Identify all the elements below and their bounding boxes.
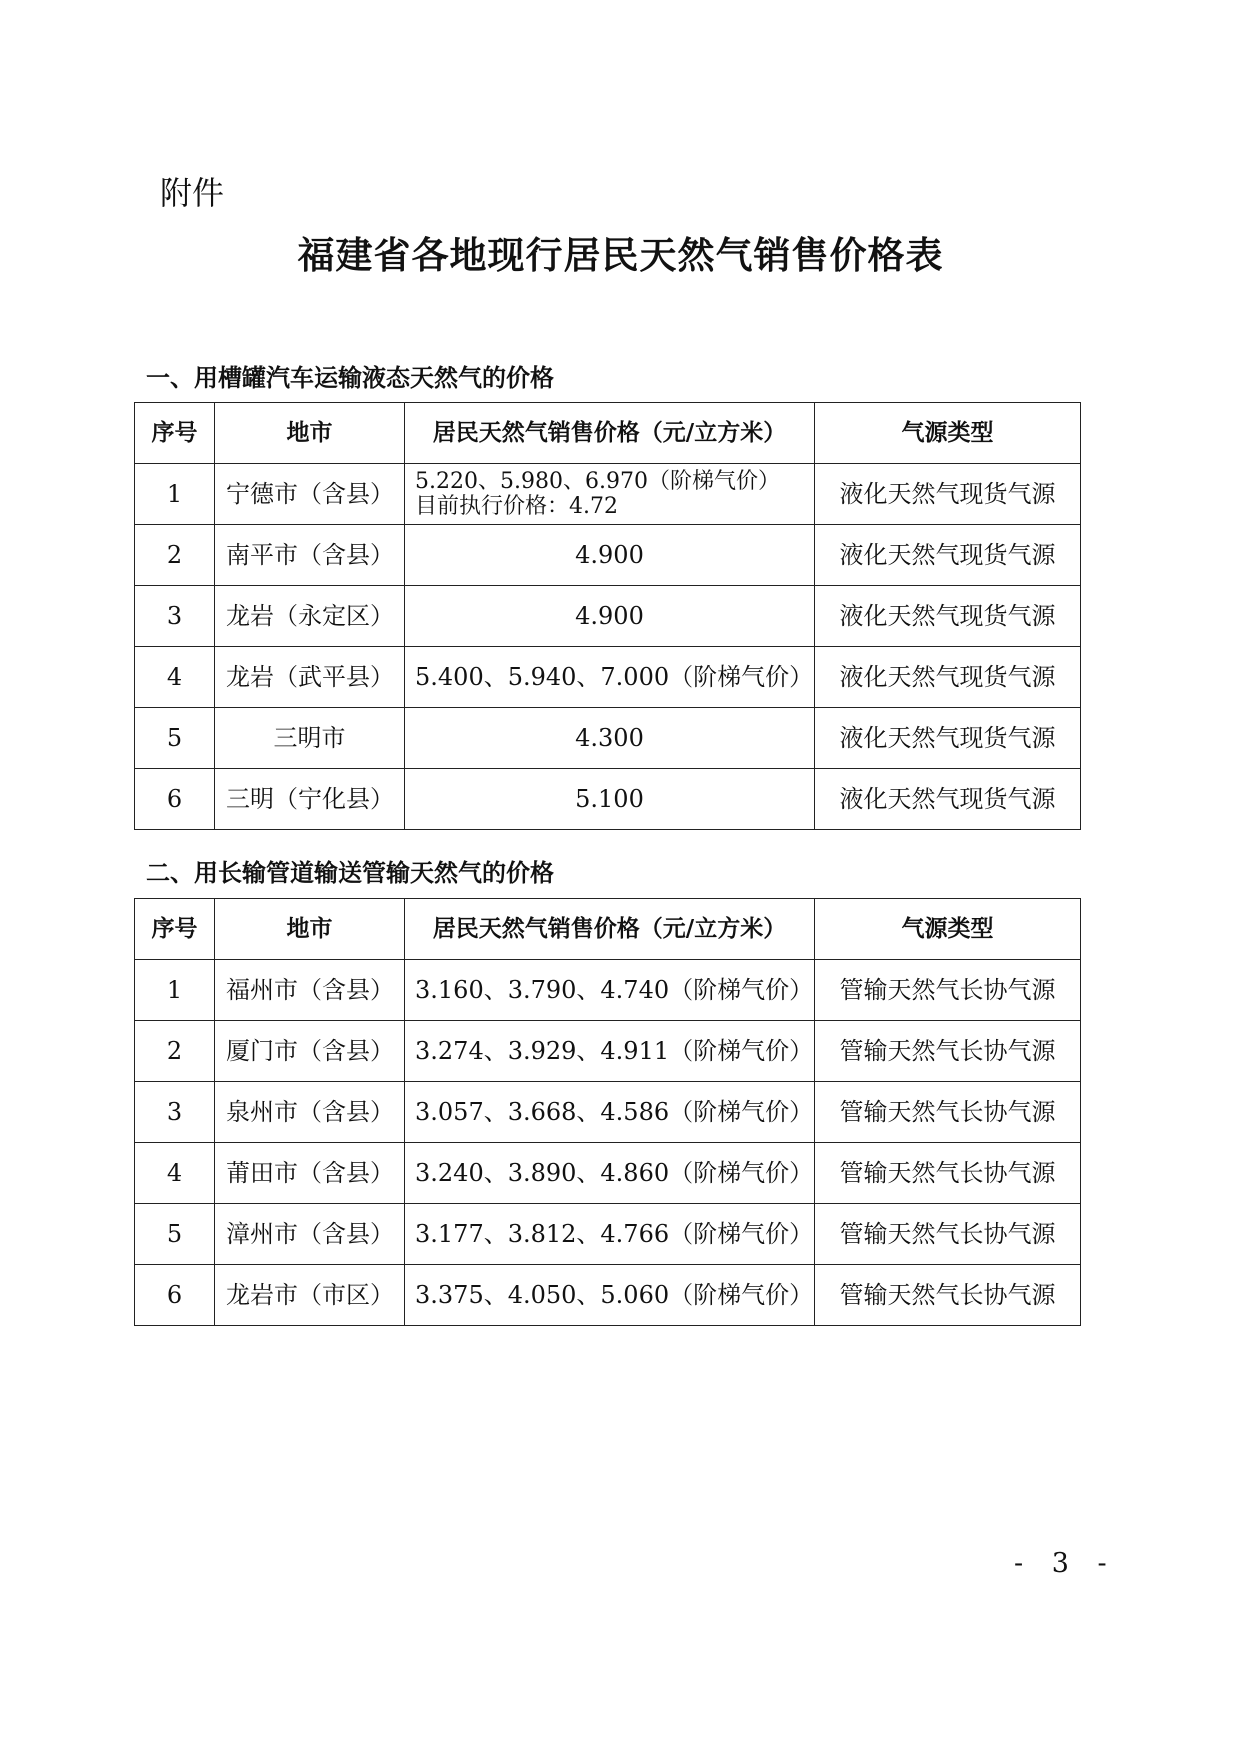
row-no: 5 xyxy=(135,1204,215,1265)
row-price: 4.900 xyxy=(405,525,815,586)
document-title: 福建省各地现行居民天然气销售价格表 xyxy=(297,233,944,277)
row-source: 液化天然气现货气源 xyxy=(815,647,1081,708)
row-price: 5.100 xyxy=(405,769,815,830)
row-city: 厦门市（含县） xyxy=(215,1021,405,1082)
row-price: 3.240、3.890、4.860（阶梯气价） xyxy=(405,1143,815,1204)
table-row xyxy=(135,647,1081,708)
header-no: 序号 xyxy=(135,403,215,464)
row-no: 6 xyxy=(135,769,215,830)
row-no: 3 xyxy=(135,1082,215,1143)
table-row xyxy=(135,1265,1081,1326)
header-source: 气源类型 xyxy=(815,899,1081,960)
row-source: 液化天然气现货气源 xyxy=(815,586,1081,647)
table-row xyxy=(135,708,1081,769)
header-source: 气源类型 xyxy=(815,403,1081,464)
header-price: 居民天然气销售价格（元/立方米） xyxy=(405,403,815,464)
row-no: 6 xyxy=(135,1265,215,1326)
pipeline-price-table xyxy=(134,898,1081,1326)
page-number: - 3 - xyxy=(1014,1548,1117,1579)
row-source: 管输天然气长协气源 xyxy=(815,1082,1081,1143)
section-heading-pipeline: 二、用长输管道输送管输天然气的价格 xyxy=(146,859,554,887)
row-source: 管输天然气长协气源 xyxy=(815,1143,1081,1204)
row-price: 4.300 xyxy=(405,708,815,769)
row-price: 3.274、3.929、4.911（阶梯气价） xyxy=(405,1021,815,1082)
table-row xyxy=(135,769,1081,830)
row-source: 管输天然气长协气源 xyxy=(815,1265,1081,1326)
table-row xyxy=(135,1082,1081,1143)
row-city: 宁德市（含县） xyxy=(215,464,405,525)
table-row xyxy=(135,525,1081,586)
row-price: 3.375、4.050、5.060（阶梯气价） xyxy=(405,1265,815,1326)
row-city: 泉州市（含县） xyxy=(215,1082,405,1143)
section-heading-lng: 一、用槽罐汽车运输液态天然气的价格 xyxy=(146,364,554,392)
row-no: 2 xyxy=(135,525,215,586)
row-source: 液化天然气现货气源 xyxy=(815,464,1081,525)
row-city: 三明市 xyxy=(215,708,405,769)
row-price: 4.900 xyxy=(405,586,815,647)
header-price: 居民天然气销售价格（元/立方米） xyxy=(405,899,815,960)
row-price: 3.160、3.790、4.740（阶梯气价） xyxy=(405,960,815,1021)
table-row xyxy=(135,1204,1081,1265)
attachment-label: 附件 xyxy=(160,174,225,212)
table-header-row xyxy=(135,899,1081,960)
table-row xyxy=(135,960,1081,1021)
row-source: 管输天然气长协气源 xyxy=(815,1204,1081,1265)
row-no: 4 xyxy=(135,1143,215,1204)
header-city: 地市 xyxy=(215,899,405,960)
row-source: 管输天然气长协气源 xyxy=(815,1021,1081,1082)
row-no: 1 xyxy=(135,960,215,1021)
row-price xyxy=(405,464,815,525)
row-price: 3.177、3.812、4.766（阶梯气价） xyxy=(405,1204,815,1265)
row-price-tiers: 5.220、5.980、6.970（阶梯气价） xyxy=(415,469,780,494)
row-no: 2 xyxy=(135,1021,215,1082)
row-no: 4 xyxy=(135,647,215,708)
table-row xyxy=(135,1143,1081,1204)
row-no: 3 xyxy=(135,586,215,647)
table-header-row xyxy=(135,403,1081,464)
header-no: 序号 xyxy=(135,899,215,960)
table-row xyxy=(135,464,1081,525)
row-price: 3.057、3.668、4.586（阶梯气价） xyxy=(405,1082,815,1143)
row-price: 5.400、5.940、7.000（阶梯气价） xyxy=(405,647,815,708)
row-city: 福州市（含县） xyxy=(215,960,405,1021)
table-row xyxy=(135,1021,1081,1082)
row-source: 液化天然气现货气源 xyxy=(815,525,1081,586)
row-city: 龙岩市（市区） xyxy=(215,1265,405,1326)
table-row xyxy=(135,586,1081,647)
row-city: 三明（宁化县） xyxy=(215,769,405,830)
lng-price-table xyxy=(134,402,1081,830)
row-source: 管输天然气长协气源 xyxy=(815,960,1081,1021)
header-city: 地市 xyxy=(215,403,405,464)
row-price-note: 目前执行价格：4.72 xyxy=(415,494,618,519)
row-city: 南平市（含县） xyxy=(215,525,405,586)
row-city: 莆田市（含县） xyxy=(215,1143,405,1204)
row-city: 龙岩（永定区） xyxy=(215,586,405,647)
row-source: 液化天然气现货气源 xyxy=(815,708,1081,769)
row-no: 5 xyxy=(135,708,215,769)
row-city: 漳州市（含县） xyxy=(215,1204,405,1265)
row-city: 龙岩（武平县） xyxy=(215,647,405,708)
row-source: 液化天然气现货气源 xyxy=(815,769,1081,830)
row-no: 1 xyxy=(135,464,215,525)
